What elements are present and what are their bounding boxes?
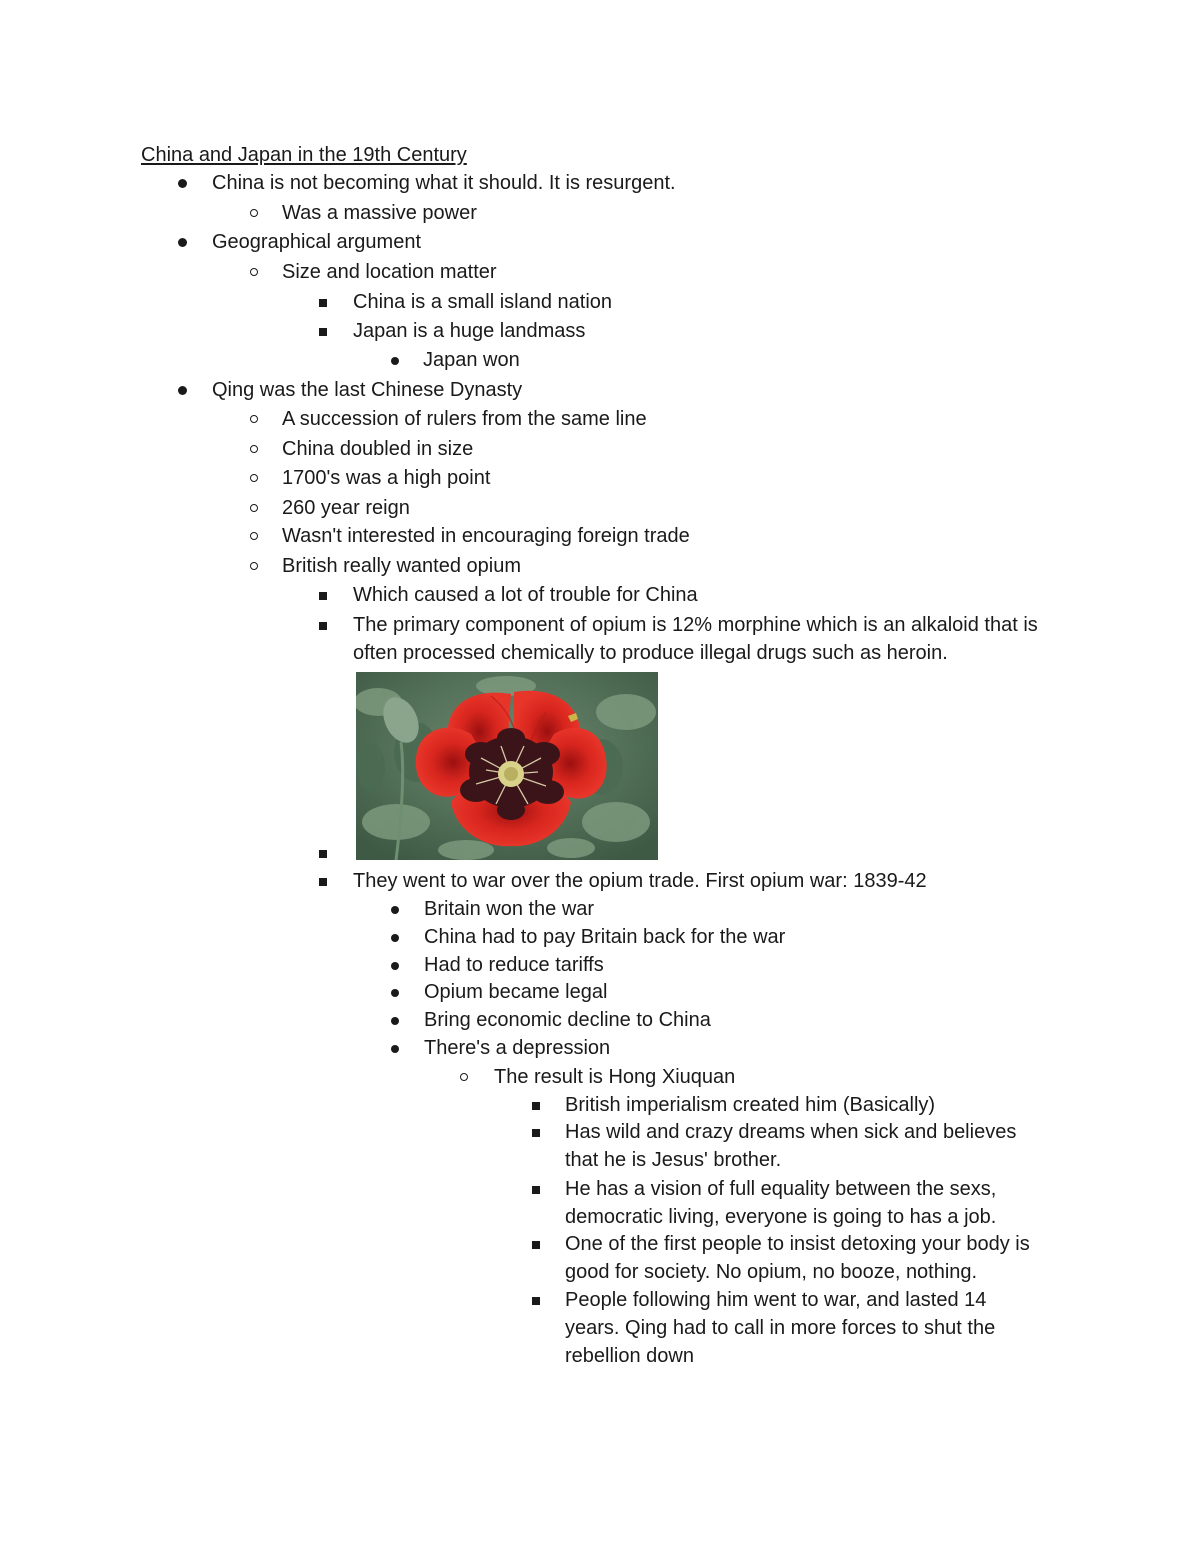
list-item-text: British imperialism created him (Basically) xyxy=(565,1094,936,1116)
list-item-text: People following him went to war, and lasted 14 xyxy=(565,1289,987,1311)
list-item-text: 260 year reign xyxy=(282,497,410,519)
list-item-text: There's a depression xyxy=(424,1037,611,1059)
list-item-text: Britain won the war xyxy=(424,898,595,920)
list-item-text: Bring economic decline to China xyxy=(424,1009,711,1031)
bullet-circle-icon xyxy=(460,1073,468,1081)
bullet-disc-icon xyxy=(391,989,399,997)
bullet-circle-icon xyxy=(250,445,258,453)
list-item-text: They went to war over the opium trade. First opium war: 1839-42 xyxy=(353,870,927,892)
bullet-square-icon xyxy=(319,592,327,600)
list-item-text: British really wanted opium xyxy=(282,555,521,577)
bullet-square-icon xyxy=(532,1129,540,1137)
bullet-disc-icon xyxy=(391,1045,399,1053)
list-item-text: He has a vision of full equality between the sexs, xyxy=(565,1178,997,1200)
list-item-text: China is a small island nation xyxy=(353,291,613,313)
list-item-text: Geographical argument xyxy=(212,231,422,253)
list-item-text: Opium became legal xyxy=(424,981,608,1003)
bullet-disc-icon xyxy=(391,962,399,970)
list-item-text: democratic living, everyone is going to has a job. xyxy=(565,1206,997,1228)
list-item-text: One of the first people to insist detoxing your body is xyxy=(565,1233,1030,1255)
bullet-square-icon xyxy=(319,328,327,336)
list-item-text: Japan won xyxy=(423,349,520,371)
list-item-text: China is not becoming what it should. It is resurgent. xyxy=(212,172,676,194)
bullet-square-icon xyxy=(532,1297,540,1305)
bullet-square-icon xyxy=(319,850,327,858)
list-item-text: good for society. No opium, no booze, nothing. xyxy=(565,1261,978,1283)
bullet-square-icon xyxy=(532,1241,540,1249)
document-title: China and Japan in the 19th Century xyxy=(141,144,467,166)
bullet-disc-icon xyxy=(178,179,187,188)
bullet-disc-icon xyxy=(391,357,399,365)
list-item-text: Size and location matter xyxy=(282,261,497,283)
list-item-text: Which caused a lot of trouble for China xyxy=(353,584,698,606)
list-item-text: Had to reduce tariffs xyxy=(424,954,604,976)
bullet-disc-icon xyxy=(391,906,399,914)
list-item-text: years. Qing had to call in more forces to shut the xyxy=(565,1317,996,1339)
list-item-text: that he is Jesus' brother. xyxy=(565,1149,782,1171)
list-item-text: A succession of rulers from the same line xyxy=(282,408,647,430)
list-item-text: The result is Hong Xiuquan xyxy=(494,1066,736,1088)
bullet-circle-icon xyxy=(250,268,258,276)
bullet-square-icon xyxy=(532,1102,540,1110)
bullet-square-icon xyxy=(319,299,327,307)
list-item-text: Has wild and crazy dreams when sick and believes xyxy=(565,1121,1017,1143)
bullet-circle-icon xyxy=(250,474,258,482)
list-item-text: Was a massive power xyxy=(282,202,477,224)
poppy-flower-image xyxy=(356,672,658,860)
bullet-disc-icon xyxy=(178,238,187,247)
bullet-disc-icon xyxy=(391,934,399,942)
bullet-disc-icon xyxy=(178,386,187,395)
bullet-circle-icon xyxy=(250,532,258,540)
list-item-text: often processed chemically to produce illegal drugs such as heroin. xyxy=(353,642,948,664)
bullet-disc-icon xyxy=(391,1017,399,1025)
list-item-text: Japan is a huge landmass xyxy=(353,320,586,342)
list-item-text: China doubled in size xyxy=(282,438,474,460)
list-item-text: 1700's was a high point xyxy=(282,467,491,489)
list-item-text: The primary component of opium is 12% morphine which is an alkaloid that is xyxy=(353,614,1038,636)
bullet-circle-icon xyxy=(250,415,258,423)
bullet-circle-icon xyxy=(250,562,258,570)
list-item-text: rebellion down xyxy=(565,1345,694,1367)
list-item-text: China had to pay Britain back for the war xyxy=(424,926,786,948)
list-item-text: Wasn't interested in encouraging foreign trade xyxy=(282,525,690,547)
list-item-text: Qing was the last Chinese Dynasty xyxy=(212,379,523,401)
bullet-circle-icon xyxy=(250,504,258,512)
bullet-circle-icon xyxy=(250,209,258,217)
bullet-square-icon xyxy=(319,622,327,630)
bullet-square-icon xyxy=(319,878,327,886)
bullet-square-icon xyxy=(532,1186,540,1194)
